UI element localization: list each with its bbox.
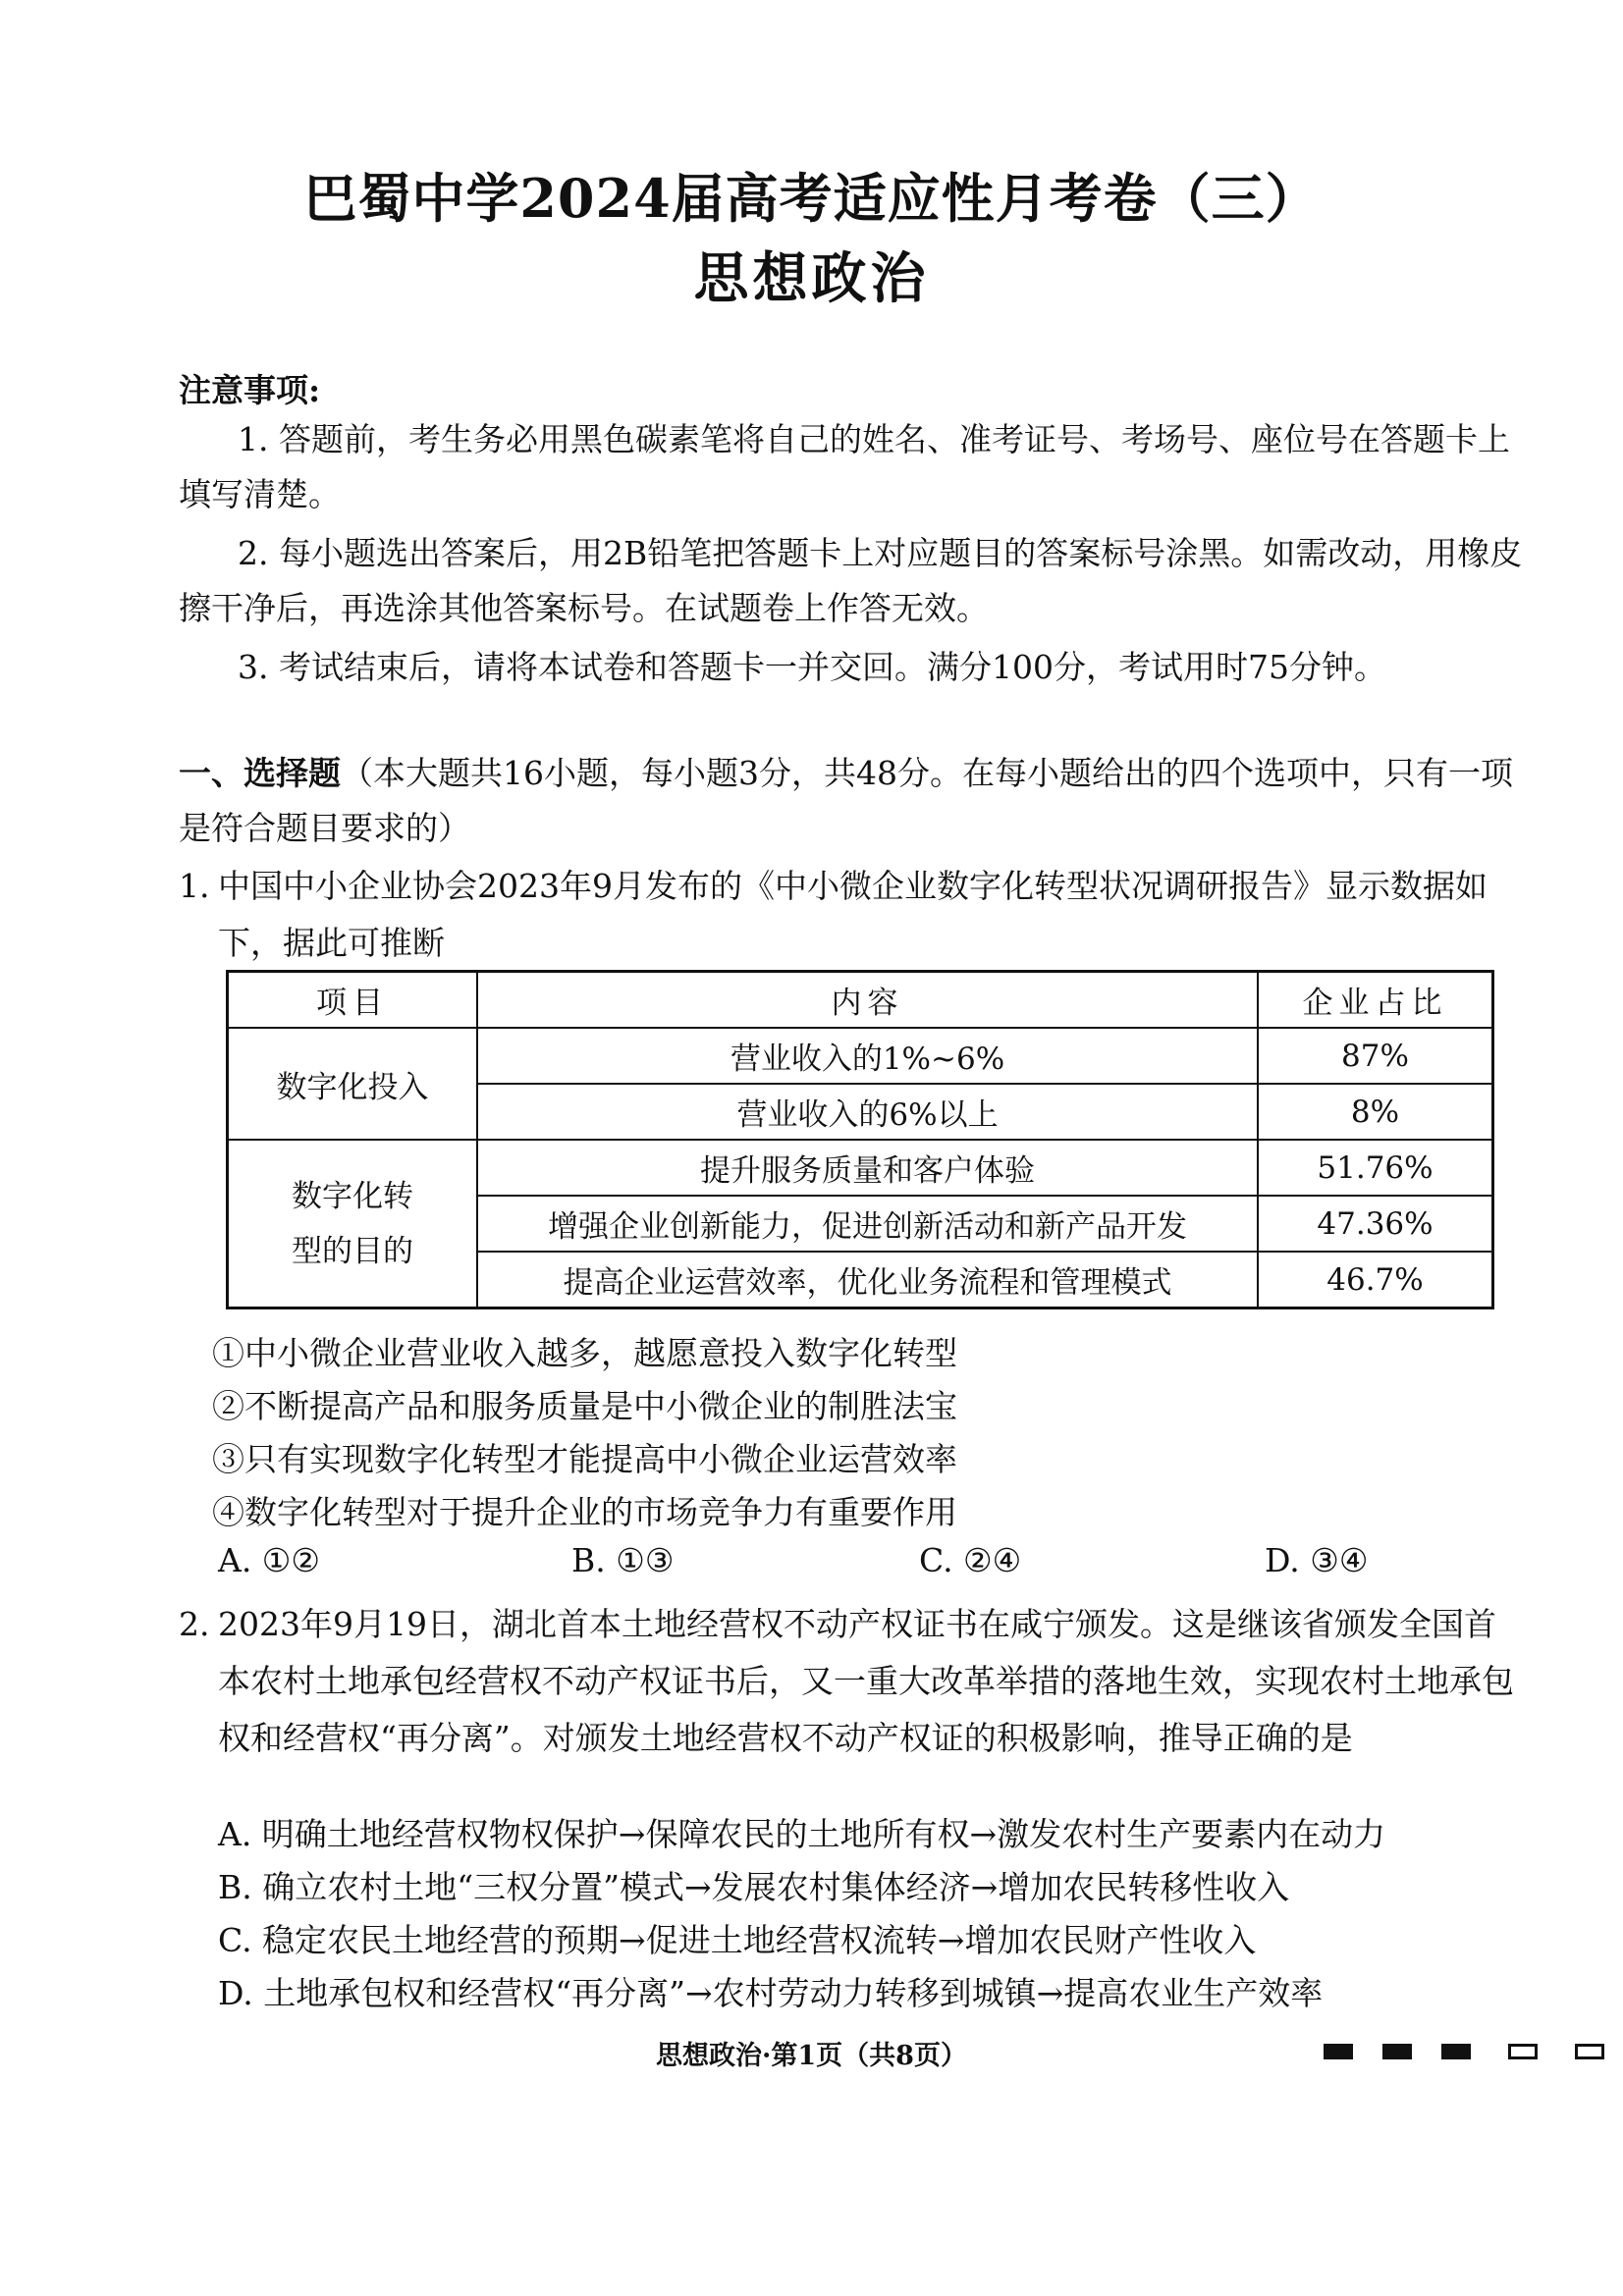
- table-row: [228, 1140, 1493, 1196]
- table-header-content: 内容: [477, 972, 1258, 1029]
- empty-mark: [1575, 2044, 1604, 2059]
- table-row: [228, 1028, 1493, 1084]
- section-header: [179, 746, 1534, 856]
- table-cell-ratio: 8%: [1258, 1084, 1493, 1140]
- table-group-label-text: 数字化转型的目的: [292, 1178, 413, 1269]
- q1-option-a: A. ①②: [218, 1541, 320, 1579]
- q2-option-c: C. 稳定农民土地经营的预期→促进土地经营权流转→增加农民财产性收入: [218, 1921, 1257, 1959]
- table-cell-content: 营业收入的1%~6%: [477, 1028, 1258, 1084]
- q1-option-c: C. ②④: [919, 1541, 1022, 1579]
- filled-mark: [1441, 2044, 1471, 2059]
- table-cell-content: 营业收入的6%以上: [477, 1084, 1258, 1140]
- survey-table: [226, 970, 1494, 1309]
- filled-mark: [1382, 2044, 1412, 2059]
- table-group-label: 数字化投入: [228, 1028, 478, 1140]
- section-heading: 一、选择题: [179, 754, 341, 792]
- question-2: [179, 1596, 1524, 1767]
- question-number: 1.: [179, 867, 210, 905]
- section-description: （本大题共16小题，每小题3分，共48分。在每小题给出的四个选项中，只有一项是符合题目要求的）: [179, 754, 1513, 847]
- table-cell-content: 提高企业运营效率，优化业务流程和管理模式: [477, 1252, 1258, 1308]
- question-1: [179, 858, 1524, 972]
- empty-mark: [1508, 2044, 1538, 2059]
- q2-option-b: B. 确立农村土地“三权分置”模式→发展农村集体经济→增加农民转移性收入: [218, 1868, 1290, 1906]
- table-cell-ratio: 46.7%: [1258, 1252, 1493, 1308]
- table-header-item: 项目: [228, 972, 478, 1029]
- q2-option-a: A. 明确土地经营权物权保护→保障农民的土地所有权→激发农村生产要素内在动力: [218, 1815, 1386, 1853]
- statement-1: ①中小微企业营业收入越多，越愿意投入数字化转型: [212, 1334, 957, 1372]
- statement-3: ③只有实现数字化转型才能提高中小微企业运营效率: [212, 1440, 957, 1478]
- statement-2: ②不断提高产品和服务质量是中小微企业的制胜法宝: [212, 1387, 957, 1425]
- q1-option-b: B. ①③: [571, 1541, 675, 1579]
- notice-item-1: 1. 答题前，考生务必用黑色碳素笔将自己的姓名、准考证号、考场号、座位号在答题卡上填写清楚。: [179, 420, 1510, 513]
- table-cell-content: 增强企业创新能力，促进创新活动和新产品开发: [477, 1196, 1258, 1252]
- table-cell-content: 提升服务质量和客户体验: [477, 1140, 1258, 1196]
- table-group-label: [228, 1140, 478, 1308]
- table-cell-ratio: 87%: [1258, 1028, 1493, 1084]
- table-header-row: [228, 972, 1493, 1029]
- exam-title: 巴蜀中学2024届高考适应性月考卷（三）: [303, 167, 1320, 230]
- table-header-ratio: 企业占比: [1258, 972, 1493, 1029]
- table-cell-ratio: 47.36%: [1258, 1196, 1493, 1252]
- filled-mark: [1324, 2044, 1353, 2059]
- notice-item-2: 2. 每小题选出答案后，用2B铅笔把答题卡上对应题目的答案标号涂黑。如需改动，用橡皮擦干净后，再选涂其他答案标号。在试题卷上作答无效。: [179, 534, 1523, 627]
- question-stem: 2023年9月19日，湖北首本土地经营权不动产权证书在咸宁颁发。这是继该省颁发全国首本农村土地承包经营权不动产权证书后，又一重大改革举措的落地生效，实现农村土地承包权和经营权“再分离”。对颁发土地经营权不动产权证的积极影响，推导正确的是: [218, 1605, 1514, 1757]
- exam-subject: 思想政治: [693, 246, 930, 311]
- table-cell-ratio: 51.76%: [1258, 1140, 1493, 1196]
- question-number: 2.: [179, 1605, 210, 1643]
- page-footer: 思想政治·第1页（共8页）: [656, 2041, 967, 2071]
- q2-option-d: D. 土地承包权和经营权“再分离”→农村劳动力转移到城镇→提高农业生产效率: [218, 1974, 1324, 2012]
- notice-heading: 注意事项:: [179, 371, 321, 409]
- question-stem: 中国中小企业协会2023年9月发布的《中小微企业数字化转型状况调研报告》显示数据如下，据此可推断: [218, 867, 1488, 962]
- q1-option-d: D. ③④: [1265, 1541, 1369, 1579]
- notice-item-3: 3. 考试结束后，请将本试卷和答题卡一并交回。满分100分，考试用时75分钟。: [238, 648, 1386, 686]
- statement-4: ④数字化转型对于提升企业的市场竞争力有重要作用: [212, 1493, 957, 1531]
